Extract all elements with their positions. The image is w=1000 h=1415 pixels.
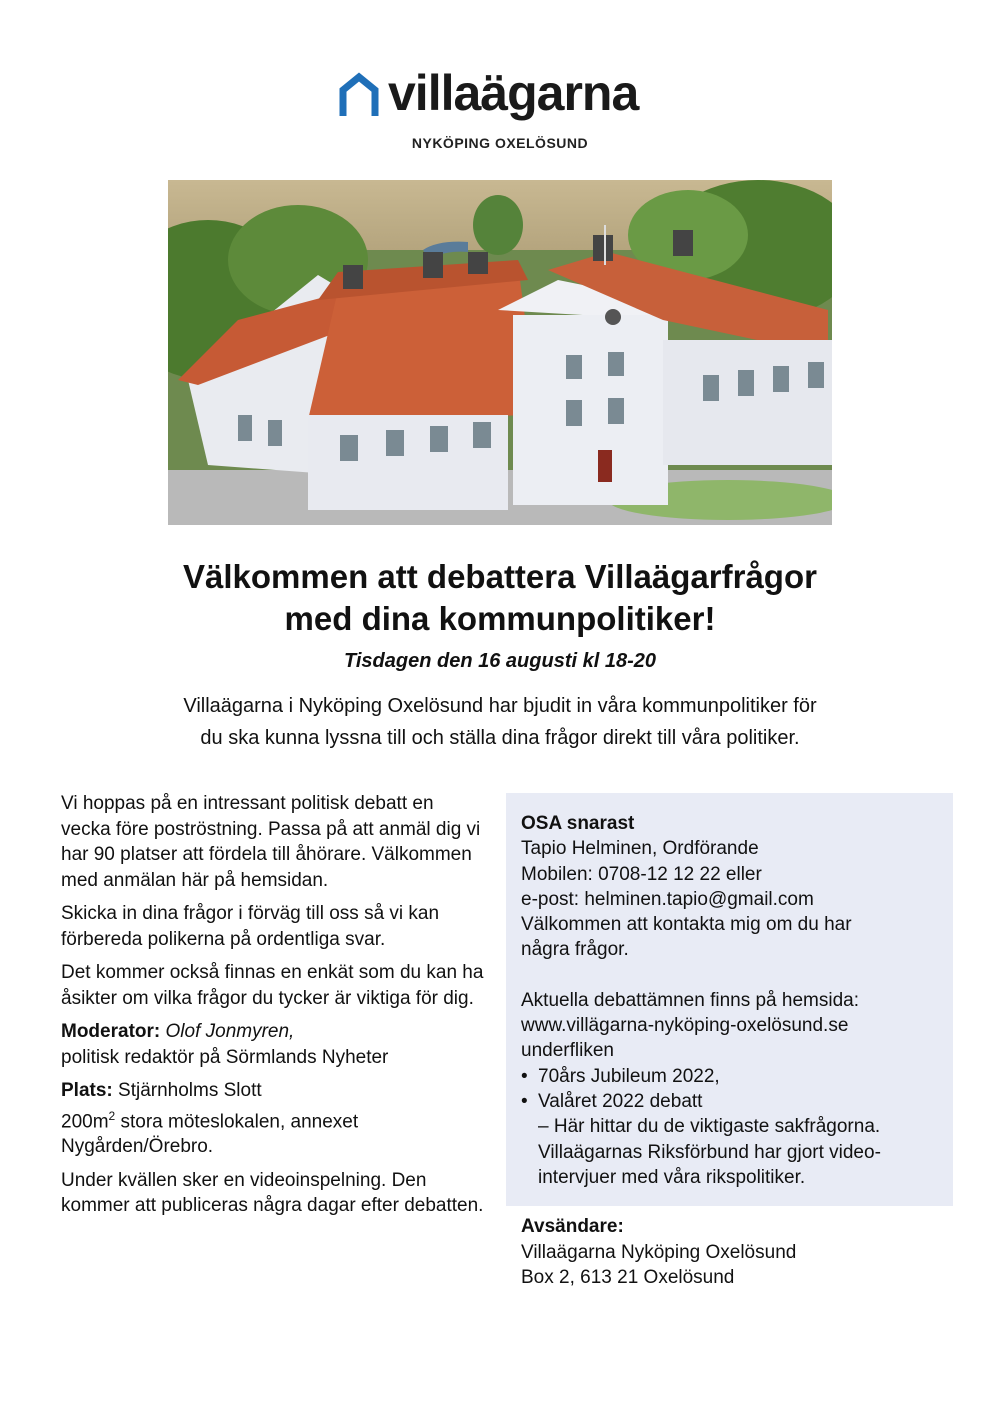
- paragraph-video: Under kvällen sker en videoinspelning. Den kommer att publiceras några dagar efter debatten.: [61, 1169, 484, 1217]
- brand-logo: [338, 65, 668, 128]
- bullet-dot: •: [521, 1065, 528, 1087]
- sender-address: Box 2, 613 21 Oxelösund: [521, 1267, 735, 1288]
- bullet-dot: •: [521, 1090, 528, 1112]
- event-date: Tisdagen den 16 augusti kl 18-20: [344, 650, 656, 672]
- moderator-label: Moderator:: [61, 1021, 161, 1042]
- manor-house-photo: [168, 180, 832, 525]
- rsvp-content: [521, 811, 946, 1190]
- bullet-sub-3: intervjuer med våra rikspolitiker.: [538, 1166, 806, 1188]
- moderator-name: Olof Jonmyren,: [165, 1021, 295, 1042]
- moderator-block: [61, 1019, 486, 1070]
- venue-block: [61, 1078, 486, 1160]
- venue-room: stora möteslokalen, annexet: [120, 1110, 359, 1132]
- page-title: [0, 556, 1000, 640]
- sender-org: Villaägarna Nyköping Oxelösund: [521, 1241, 797, 1263]
- topics-subtab: underfliken: [521, 1040, 614, 1062]
- list-item: [521, 1089, 946, 1114]
- venue-place: Nygården/Örebro.: [61, 1136, 214, 1158]
- title-line-2: med dina kommunpolitiker!: [284, 600, 716, 637]
- venue-label: Plats:: [61, 1080, 113, 1101]
- venue-size: 200m: [61, 1110, 109, 1132]
- topics-intro: Aktuella debattämnen finns på hemsida:: [521, 989, 859, 1011]
- sender-label: Avsändare:: [521, 1216, 624, 1237]
- venue-size-sup: 2: [108, 1108, 116, 1123]
- contact-phone: Mobilen: 0708-12 12 22 eller: [521, 863, 762, 885]
- brand-name: villaägarna: [388, 65, 639, 121]
- rsvp-heading: OSA snarast: [521, 813, 635, 834]
- intro-line-1: Villaägarna i Nyköping Oxelösund har bjudit in våra kommunpolitiker för: [183, 695, 817, 717]
- house-outline-icon: [338, 72, 380, 118]
- venue-name: Stjärnholms Slott: [118, 1080, 262, 1101]
- contact-invite-2: några frågor.: [521, 939, 629, 961]
- contact-invite: Välkommen att kontakta mig om du har: [521, 914, 852, 936]
- title-line-1: Välkommen att debattera Villaägarfrågor: [183, 558, 817, 595]
- brand-subtitle: NYKÖPING OXELÖSUND: [411, 135, 589, 151]
- contact-name: Tapio Helminen, Ordförande: [521, 838, 759, 860]
- bullet-sub-1: – Här hittar du de viktigaste sakfrågorna.: [538, 1116, 881, 1138]
- bullet-election: Valåret 2022 debatt: [538, 1090, 703, 1112]
- contact-email: e-post: helminen.tapio@gmail.com: [521, 888, 814, 910]
- paragraph-questions: Skicka in dina frågor i förväg till oss så vi kan förbereda polikerna på ordentliga svar.: [61, 903, 440, 950]
- paragraph-debate: Vi hoppas på en intressant politisk debatt en vecka före poströstning. Passa på att anmäl dig vi har 90 platser att fördela till åhörare. Välkommen med anmälan här på hemsidan.: [61, 793, 481, 891]
- topics-url: www.villägarna-nyköping-oxelösund.se: [521, 1015, 849, 1037]
- bullet-sub-2: Villaägarnas Riksförbund har gjort video-: [538, 1141, 881, 1163]
- intro-line-2: du ska kunna lyssna till och ställa dina frågor direkt till våra politiker.: [200, 727, 800, 749]
- intro-text: [100, 690, 900, 754]
- left-column: [61, 791, 486, 1227]
- bullet-jubilee: 70års Jubileum 2022,: [538, 1065, 720, 1087]
- sender-block: [521, 1214, 946, 1291]
- list-item: [521, 1064, 946, 1089]
- paragraph-survey: Det kommer också finnas en enkät som du kan ha åsikter om vilka frågor du tycker är viktiga för dig.: [61, 962, 484, 1009]
- moderator-role: politisk redaktör på Sörmlands Nyheter: [61, 1046, 389, 1068]
